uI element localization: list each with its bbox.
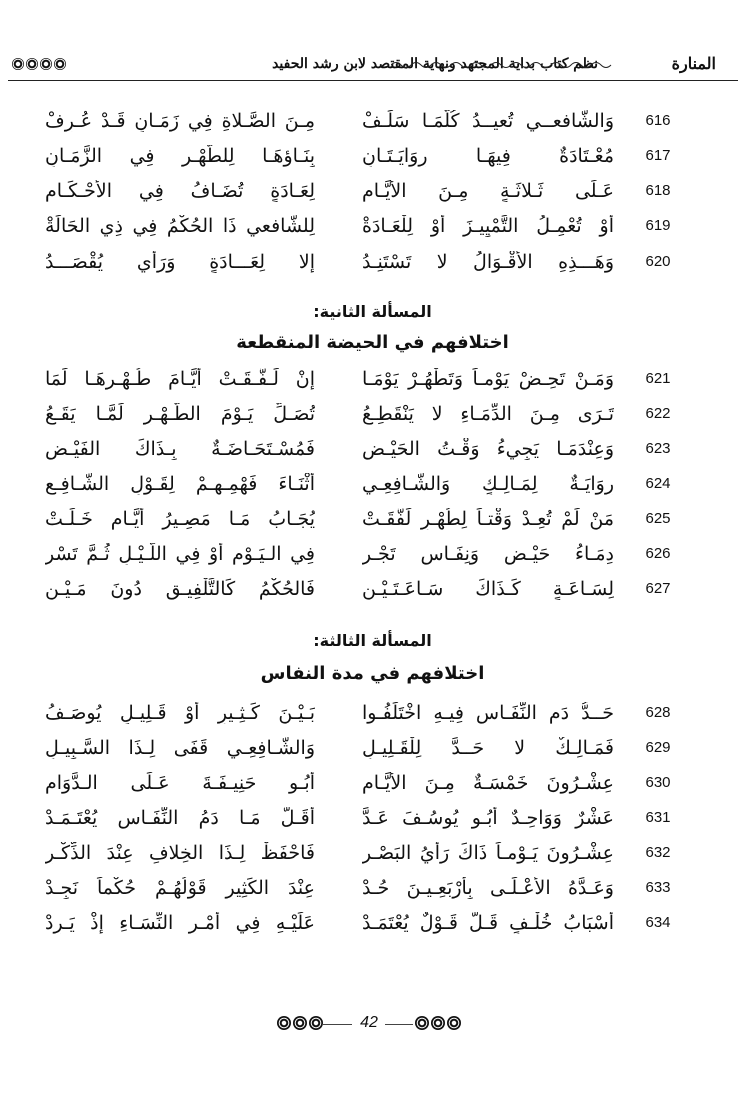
second-hemistich: لِعَـادَةٍ تُضَـافُ فِي الأَحْـكَـامِ — [45, 180, 315, 202]
verse-number: 620 — [645, 253, 671, 270]
second-hemistich: يُجَـابُ مَـا مَصِـيرُ أَيَّـامٍ خَـلَـتْ — [45, 508, 315, 530]
verse-row — [0, 366, 745, 400]
second-hemistich: فَاحْفَظْ لِـذَا الخِلافِ عِنْدَ الذِّكْـرِ — [45, 842, 315, 864]
section-label: المسألة الثانية: — [313, 302, 432, 321]
verse-number: 628 — [645, 704, 671, 721]
footer-ornament-left — [277, 1016, 323, 1030]
verse-row — [0, 770, 745, 804]
section-label: المسألة الثالثة: — [313, 631, 432, 650]
verse-number: 627 — [645, 580, 671, 597]
section-title: اختلافهم في مدة النفاس — [260, 663, 485, 684]
verse-row — [0, 875, 745, 909]
second-hemistich: بَـيْـنَ كَـثِـيرٍ أَوْ قَـلِيـلٍ يُوصَـفُ — [45, 702, 315, 724]
first-hemistich: وَمَـنْ تَحِـضْ يَوْمـاً وَتَطْهُـرْ يَوْمَـا — [362, 368, 614, 390]
first-hemistich: لِسَـاعَـةٍ كَـذَاكَ سَـاعَـتَـيْـنِ — [362, 578, 614, 600]
flower-ornament-icon — [40, 58, 52, 70]
first-hemistich: عِشْـرُونَ يَـوْمـاً ذَاكَ رَأْيُ البَصْـرِ — [362, 842, 614, 864]
first-hemistich: وَعِنْدَمَـا يَجِيءُ وَقْـتُ الحَيْـضِ — [362, 438, 614, 460]
first-hemistich: عِشْـرُونَ خَمْسَـةٌ مِـنَ الأَيَّـامِ — [362, 772, 614, 794]
first-hemistich: عَشْرٌ وَوَاحِـدٌ أَبُـو يُوسُـفَ عَـدَّ — [362, 807, 614, 829]
flower-ornament-icon — [415, 1016, 429, 1030]
first-hemistich: تَـرَى مِـنَ الدِّمَـاءِ لا يَنْقَطِـعُ — [362, 403, 614, 425]
verse-row — [0, 436, 745, 470]
flower-ornament-icon — [431, 1016, 445, 1030]
verse-number: 618 — [645, 182, 671, 199]
footer-dash — [322, 1024, 352, 1025]
footer-ornament-right — [415, 1016, 461, 1030]
verse-row — [0, 805, 745, 839]
verse-row — [0, 178, 745, 212]
flower-ornament-icon — [54, 58, 66, 70]
verse-row — [0, 213, 745, 247]
flower-ornament-icon — [12, 58, 24, 70]
verse-number: 629 — [645, 739, 671, 756]
book-title: نظم كتاب بداية المجتهد ونهاية المقتصد لابن رشد الحفيد — [272, 56, 598, 72]
second-hemistich: أَقَـلَّ مَـا دَمُ النِّفَـاسِ يُعْتَـمَـدْ — [45, 807, 315, 829]
verse-number: 619 — [645, 217, 671, 234]
second-hemistich: مِـنَ الصَّـلاةِ فِي زَمَـانٍ قَـدْ عُـرِفْ — [45, 110, 315, 132]
verse-number: 633 — [645, 879, 671, 896]
verse-number: 621 — [645, 370, 671, 387]
second-hemistich: تُصَـلِّ يَـوْمَ الطُّـهْـرِ لَمَّـا يَقَـعُ — [45, 403, 315, 425]
verse-row — [0, 108, 745, 142]
first-hemistich: مُعْـتَادَةٌ فِيهَـا رِوَايَـتَـانِ — [362, 145, 614, 167]
header-ornament — [12, 58, 66, 72]
second-hemistich: وَالشَّـافِعِـي قَفَى لِـذَا السَّـبِيـلِ — [45, 737, 315, 759]
first-hemistich: أَسْبَابُ خُلْـفٍ قَـلَّ قَـوْلٌ يُعْتَمَـدْ — [362, 912, 614, 934]
verse-number: 623 — [645, 440, 671, 457]
verse-row — [0, 840, 745, 874]
page-number: 42 — [360, 1014, 378, 1031]
flower-ornament-icon — [309, 1016, 323, 1030]
second-hemistich: إِنْ لَـفَّـقَـتْ أَيَّـامَ طُـهْـرِهَـا لَمَا — [45, 368, 315, 390]
section-name: المنارة — [671, 54, 716, 73]
first-hemistich: دِمَـاءُ حَيْـضٍ وَنِفَـاسٍ تَجْـرِ — [362, 543, 614, 565]
second-hemistich: فَالحُكْمُ كَالتَّلْفِيـقِ دُونَ مَـيْـنِ — [45, 578, 315, 600]
second-hemistich: عِنْدَ الكَثِيرِ قَوْلُهُـمْ حُكْماً نَجِـدْ — [45, 877, 315, 899]
section-title: اختلافهم في الحيضة المنقطعة — [236, 332, 509, 353]
second-hemistich: بِنَـاؤهَـا لِلطُّهْـرِ فِي الزَّمَـانِ — [45, 145, 315, 167]
verse-number: 632 — [645, 844, 671, 861]
second-hemistich: لِلشَّافعي ذَا الحُكْمُ فِي ذِي الحَالَةْ — [45, 215, 315, 237]
verse-row — [0, 401, 745, 435]
verse-number: 626 — [645, 545, 671, 562]
verse-number: 630 — [645, 774, 671, 791]
verse-row — [0, 249, 745, 283]
verse-number: 617 — [645, 147, 671, 164]
footer-dash — [385, 1024, 413, 1025]
first-hemistich: أَوْ تُعْمِـلُ التَّمْيِيـزَ أَوْ لِلْعَـادَةْ — [362, 215, 614, 237]
first-hemistich: مَنْ لَمْ تُعِـدْ وَقْتـاً لِطُهْـرٍ لَفَّقَـتْ — [362, 508, 614, 530]
verse-row — [0, 471, 745, 505]
verse-number: 631 — [645, 809, 671, 826]
second-hemistich: إِلا لِعَـــادَةٍ وَرَأْيٍ يُقْصَـــدُ — [45, 251, 315, 273]
verse-row — [0, 506, 745, 540]
flower-ornament-icon — [26, 58, 38, 70]
second-hemistich: أَثْنَـاءَ فَهْمِـهِـمْ لِقَـوْلِ الشَّـافِـعِ — [45, 473, 315, 495]
verse-row — [0, 735, 745, 769]
verse-row — [0, 910, 745, 944]
second-hemistich: فَمُسْـتَحَـاضَـةٌ بِـذَاكَ الفَيْـضِ — [45, 438, 315, 460]
first-hemistich: حَــدُّ دَمِ النِّفَـاسِ فِيـهِ اخْتَلَفُـوا — [362, 702, 614, 724]
first-hemistich: فَمَـالِـكٌ لا حَــدَّ لِلْقَـلِيـلِ — [362, 737, 614, 759]
wavy-line-icon — [391, 58, 613, 72]
running-header — [8, 52, 738, 82]
verse-number: 616 — [645, 112, 671, 129]
verse-number: 625 — [645, 510, 671, 527]
flower-ornament-icon — [447, 1016, 461, 1030]
verse-row — [0, 143, 745, 177]
verse-number: 634 — [645, 914, 671, 931]
verse-row — [0, 576, 745, 610]
first-hemistich: رِوَايَـةٌ لِمَـالِـكٍ وَالشَّـافِعِـي — [362, 473, 614, 495]
second-hemistich: فِي الـيَـوْمِ أَوْ فِي اللَّـيْـلِ ثُـمَّ تَسْرِ — [45, 543, 315, 565]
first-hemistich: وَهَـــذِهِ الأَقْـوَالُ لا تَسْتَنِـدُ — [362, 251, 614, 273]
second-hemistich: عَلَيْـهِ فِي أَمْـرِ النِّسَـاءِ إِذْ يَـرِدْ — [45, 912, 315, 934]
flower-ornament-icon — [293, 1016, 307, 1030]
verse-number: 622 — [645, 405, 671, 422]
first-hemistich: وَالشَّافعــي تُعيــدُ كُلَّمَـا سَلَـفْ — [362, 110, 614, 132]
verse-row — [0, 700, 745, 734]
page-footer — [0, 1012, 745, 1036]
second-hemistich: أَبُـو حَنِيـفَـةَ عَـلَى الـدَّوَامِ — [45, 772, 315, 794]
verse-number: 624 — [645, 475, 671, 492]
verse-row — [0, 541, 745, 575]
flower-ornament-icon — [277, 1016, 291, 1030]
first-hemistich: عَـلَى ثَـلاثَـةٍ مِـنَ الأَيَّـامِ — [362, 180, 614, 202]
first-hemistich: وَعَـدَّهُ الأَعْـلَـى بِأَرْبَعِـيـنَ حُـدْ — [362, 877, 614, 899]
header-rule — [8, 80, 738, 81]
